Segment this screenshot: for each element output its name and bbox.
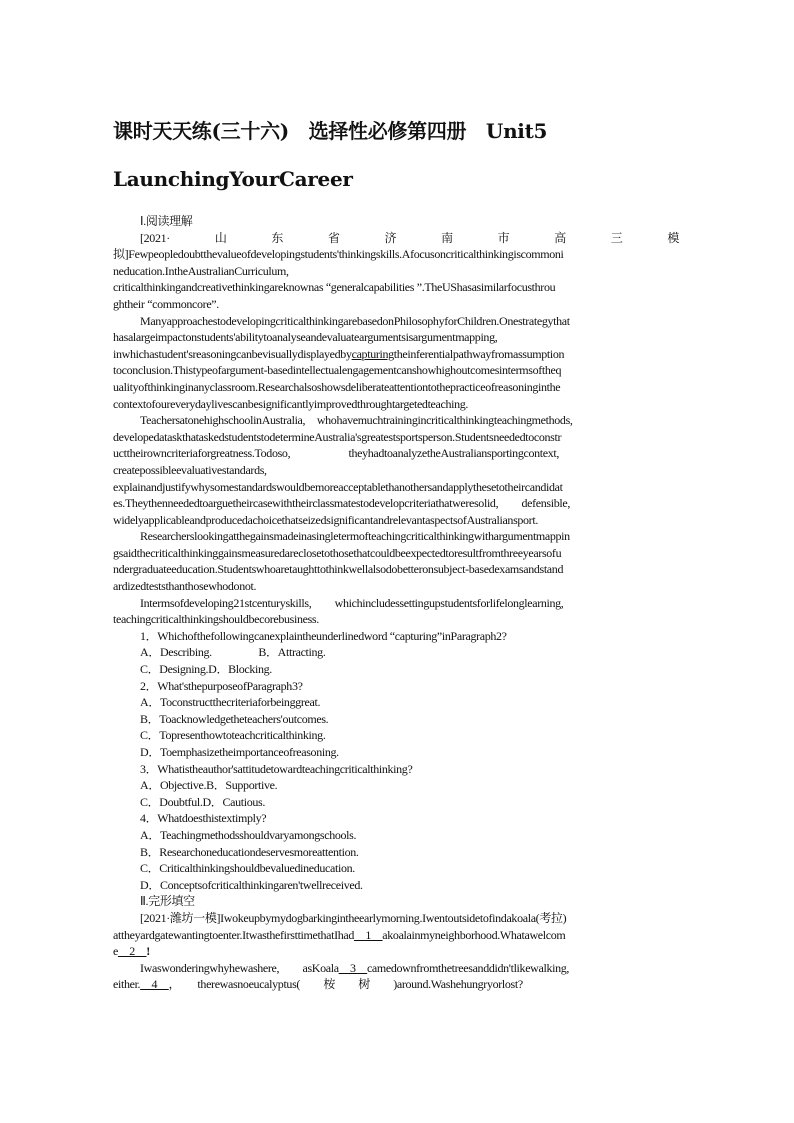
question-4-option-d: D．Conceptsofcriticalthinkingaren'twellreceived. — [140, 877, 363, 892]
section-heading-cloze: Ⅱ.完形填空 — [140, 894, 195, 909]
paragraph-1-line: 拟]Fewpeopledoubtthevalueofdevelopingstudents'thinkingskills.Afocusoncriticalthinkingiscommoni — [113, 247, 564, 262]
question-2-option-d: D．Toemphasizetheimportanceofreasoning. — [140, 745, 339, 759]
cloze-paragraph-2-line: either.__4__， therewasnoeucalyptus( 桉 树 )around.Washehungryorlost? — [113, 977, 523, 992]
question-2: 2．What'sthepurposeofParagraph3? — [140, 678, 303, 693]
paragraph-2-line: inwhichastudent'sreasoningcanbevisuallydisplayedbycapturingtheinferentialpathwayfromassumption — [113, 346, 565, 361]
cloze-paragraph-1-line: attheyardgatewantingtoenter.ItwasthefirsttimethatIhad__1__akoalainmyneighborhood.Whatawelcom — [113, 927, 566, 942]
cloze-blank-4: __4__ — [140, 977, 169, 992]
question-1-options-ab: A．Describing. B．Attracting. — [140, 645, 326, 660]
paragraph-1-line: criticalthinkingandcreativethinkingareknownas “generalcapabilities ”.TheUShasasimilarfocusthrou — [113, 280, 556, 295]
document-page — [113, 118, 679, 993]
question-1-options-cd: C．Designing.D．Blocking. — [140, 662, 272, 677]
question-4-option-b: B．Researchoneducationdeservesmoreattention. — [140, 844, 359, 859]
paragraph-3-line: createpossibleevaluativestandards, — [113, 462, 267, 477]
question-2-option-b: B．Toacknowledgetheteachers'outcomes. — [140, 711, 329, 726]
cloze-paragraph-1-line: [2021·潍坊一模]Iwokeupbymydogbarkingintheearlymorning.Iwentoutsidetofindakoala(考拉) — [140, 910, 567, 925]
paragraph-1-line: ghtheir “commoncore”. — [113, 296, 219, 311]
cloze-blank-2: __2__ — [117, 944, 147, 959]
cloze-blank-3: __3__ — [338, 960, 367, 975]
question-2-option-c: C．Topresenthowtoteachcriticalthinking. — [140, 728, 326, 743]
paragraph-5-line: teachingcriticalthinkingshouldbecorebusiness. — [113, 612, 319, 627]
paragraph-4-line: ardizedteststhanthosewhodonot. — [113, 579, 257, 594]
paragraph-2-line: toconclusion.Thistypeofargument-basedintellectualengagementcanshowhighoutcomesintermsoftheq — [113, 363, 562, 378]
question-3: 3．Whatistheauthor'sattitudetowardteachingcriticalthinking? — [140, 761, 413, 776]
question-1: 1．Whichofthefollowingcanexplaintheunderlinedword “capturing”inParagraph2? — [140, 628, 507, 643]
section-heading-reading: Ⅰ.阅读理解 — [140, 214, 193, 228]
paragraph-4-line: Researcherslookingatthegainsmadeinasingletermofteachingcriticalthinkingwithargumentmappin — [140, 529, 570, 544]
paragraph-4-line: gsaidthecriticalthinkinggainsmeasuredareclosetothosethatcouldbeexpectedtoresultfromthreeyearsofu — [113, 545, 562, 560]
unit-title: LaunchingYourCareer — [113, 167, 353, 191]
source-line: [2021· 山 东 省 济 南 市 高 三 模 — [140, 230, 679, 245]
question-4-option-a: A．Teachingmethodsshouldvaryamongschools. — [140, 827, 357, 842]
paragraph-1-line: neducation.IntheAustralianCurriculum, — [113, 263, 289, 278]
paragraph-2-line: contextofoureverydaylivescanbesignificantlyimprovedthroughtargetedteaching. — [113, 396, 469, 411]
document-body — [113, 213, 679, 993]
paragraph-3-line: explainandjustifywhysomestandardswouldbemoreacceptablethanothersandapplythesetotheircandidat — [113, 479, 563, 494]
question-4-option-c: C．Criticalthinkingshouldbevaluedineducation. — [140, 861, 355, 876]
question-2-option-a: A．Toconstructthecriteriaforbeinggreat. — [140, 695, 321, 710]
paragraph-2-line: ualityofthinkinginanyclassroom.Researchalsoshowsdeliberateattentiontothepracticeofreasoninginthe — [113, 379, 561, 394]
paragraph-3-line: widelyapplicableandproducedachoicethatseizedsignificantandrelevantaspectsofAustraliansport. — [113, 512, 538, 527]
question-3-options-ab: A．Objective.B．Supportive. — [140, 778, 278, 793]
paragraph-4-line: ndergraduateeducation.Studentswhoaretaughttothinkwellalsodobetteronsubject-basedexamsandstand — [113, 562, 564, 577]
paragraph-3-line: TeachersatonehighschoolinAustralia, whohavemuchtrainingincriticalthinkingteachingmethods, — [140, 413, 573, 428]
page-title: 课时天天练(三十六) 选择性必修第四册 Unit5 — [113, 119, 548, 143]
question-3-options-cd: C．Doubtful.D．Cautious. — [140, 794, 265, 809]
cloze-blank-1: __1__ — [354, 927, 383, 942]
paragraph-2-line: ManyapproachestodevelopingcriticalthinkingarebasedonPhilosophyforChildren.Onestrategythat — [140, 313, 570, 328]
paragraph-3-line: ucttheirowncriteriaforgreatness.Todoso, theyhadtoanalyzetheAustraliansportingcontext, — [113, 446, 559, 461]
paragraph-5-line: Intermsofdeveloping21stcenturyskills, whichincludessettingupstudentsforlifelonglearning, — [140, 595, 564, 610]
question-4: 4．Whatdoesthistextimply? — [140, 811, 267, 826]
underlined-word: capturing — [351, 346, 394, 361]
paragraph-3-line: es.Theythenneededtoarguetheircasewiththeirclassmatestodevelopcriteriathatweresolid, defensible, — [113, 496, 570, 511]
paragraph-3-line: developedataskthataskedstudentstodetermineAustralia'sgreatestsportsperson.Studentsneededtoconstr — [113, 429, 562, 444]
paragraph-2-line: hasalargeimpactonstudents'abilitytoanalyseandevaluateargumentsisargumentmapping, — [113, 330, 498, 345]
cloze-paragraph-2-line: Iwaswonderingwhyhewashere, asKoala__3__camedownfromthetreesanddidn'tlikewalking, — [140, 960, 570, 975]
cloze-paragraph-1-line: e__2__! — [113, 944, 150, 959]
